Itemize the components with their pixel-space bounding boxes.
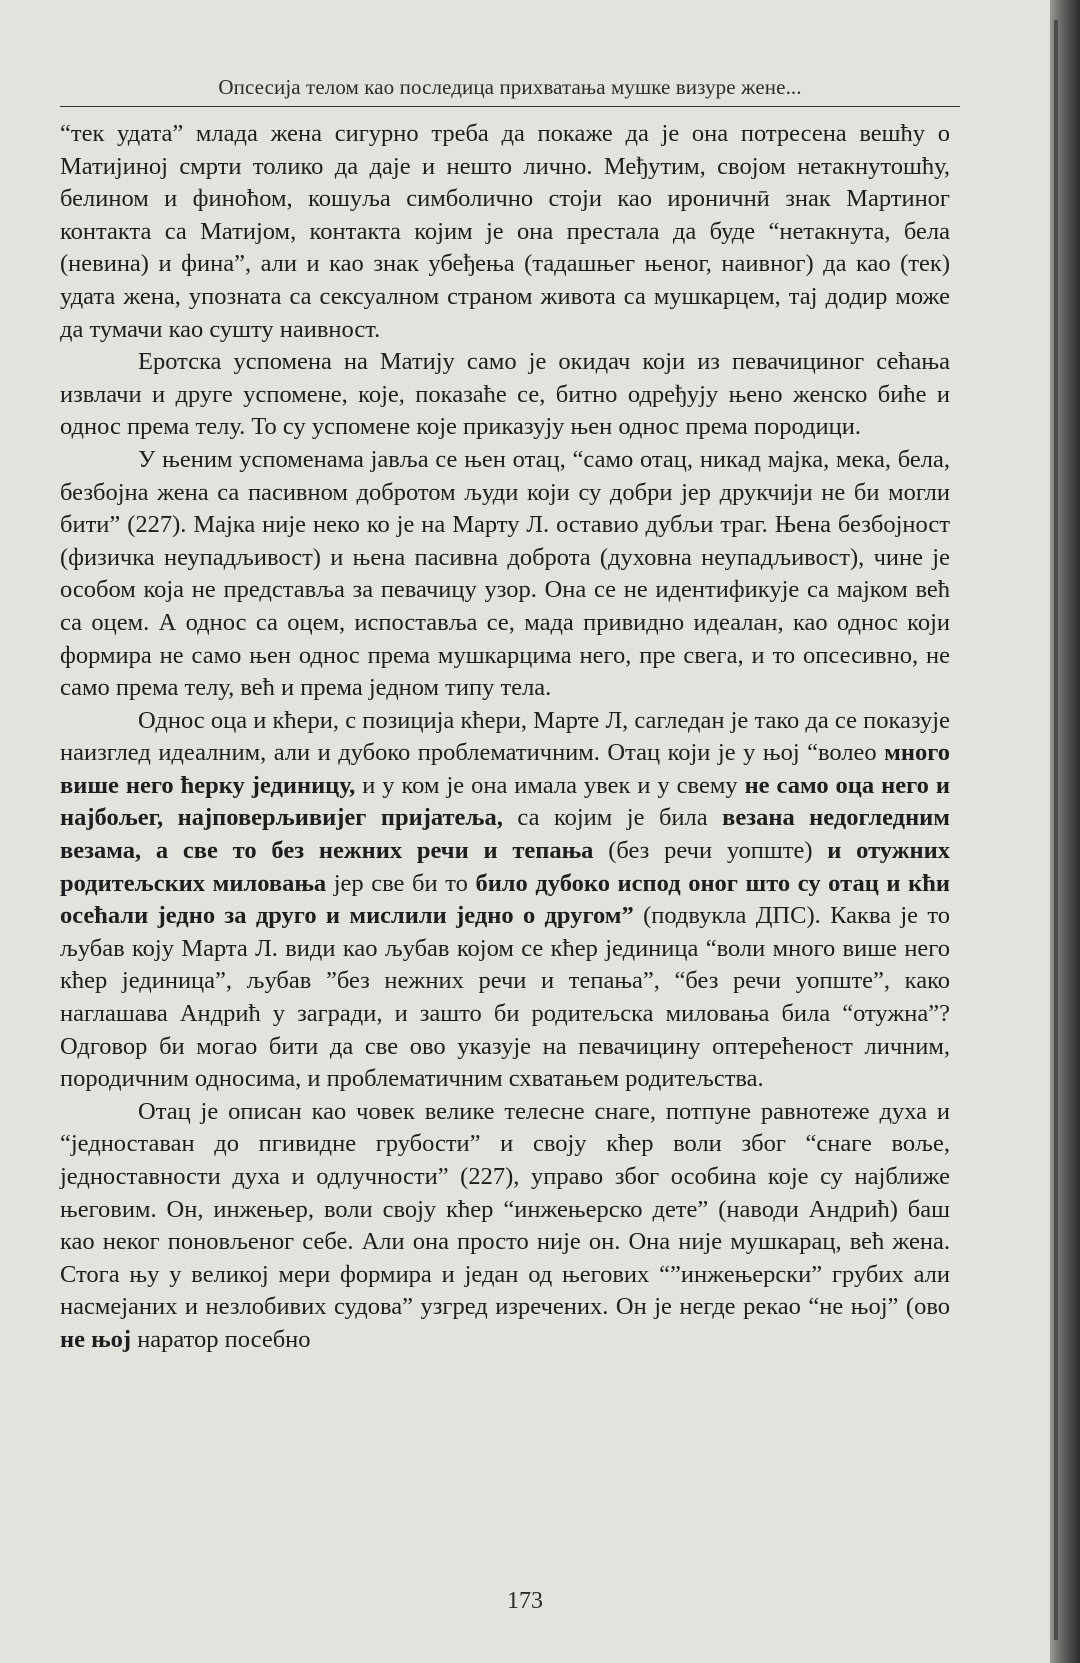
- running-head: Опсесија телом као последица прихватања мушке визуре жене...: [218, 75, 802, 99]
- text-run: (подвукла ДПС). Каква је то љубав коју Марта Л. види као љубав којом се кћер јединица “воли много више него кћер јединица”, љубав ”без нежних речи и тепања”, “без речи уопште”, како наглашава Андрић у загради, и зашто би родитељска миловања била “отужна”? Одговор би могао бити да све ово указује на певачицину оптерећеност личним, породичним односима, и проблематичним схватањем родитељства.: [60, 902, 950, 1093]
- text-run: Еротска успомена на Матију само је окидач који из певачициног сећања извлачи и друге успомене, које, показаће се, битно одређују њено женско биће и однос према телу. То су успомене које приказују њен однос према породици.: [60, 348, 950, 441]
- text-run: Однос оца и кћери, с позиција кћери, Марте Л, сагледан је тако да се показује наизглед идеалним, али и дубоко проблематичним. Отац који је у њој “волео: [60, 706, 950, 767]
- text-run: и у ком је она имала увек и у свему: [355, 771, 745, 799]
- paragraph: [60, 1096, 950, 1357]
- page-number: 173: [507, 1588, 543, 1614]
- emphasized-text: везана недогледним везама, а све то без нежних речи и тепања: [60, 804, 950, 865]
- paragraph: [60, 118, 950, 346]
- emphasized-text: било дубоко испод оног што су отац и кћи осећали једно за друго и мислили једно о другом”: [60, 869, 950, 930]
- header-rule: [60, 106, 960, 107]
- text-run: са којим је била: [502, 804, 723, 832]
- text-run: (без речи уопште): [593, 837, 828, 865]
- emphasized-text: и отужних родитељских миловања: [60, 837, 950, 897]
- text-run: У њеним успоменама јавља се њен отац, “само отац, никад мајка, мека, бела, безбојна жена са пасивном добротом људи који су добри јер друкчији не би могли бити” (227). Мајка није неко ко је на Марту Л. оставио дубљи траг. Њена безбојност (физичка неупадљивост) и њена пасивна доброта (духовна неупадљивост), чине је особом која не представља за певачицу узор. Она се не идентификује са мајком већ са оцем. А однос са оцем, испоставља се, мада привидно идеалан, као однос који формира не само њен однос према мушкарцима него, пре свега, и то опсесивно, не само према телу, већ и према једном типу тела.: [60, 445, 950, 702]
- emphasized-text: не њој: [60, 1325, 132, 1353]
- text-run: наратор посебно: [131, 1325, 311, 1353]
- emphasized-text: не само оца него и најбољег, најповерљивијег пријатеља,: [60, 771, 950, 832]
- page-edge-line: [1054, 20, 1058, 1640]
- paragraph: [60, 444, 950, 705]
- text-run: јер све би то: [326, 869, 476, 897]
- body-text: [60, 118, 950, 1357]
- text-run: Отац је описан као човек велике телесне снаге, потпуне равнотеже духа и “једноставан до пгивидне грубости” и своју кћер воли због “снаге воље, једноставности духа и одлучности” (227), управо због особина које су најближе његовим. Он, инжењер, воли своју кћер “инжењерско дете” (наводи Андрић) баш као неког поновљеног себе. Али она просто није он. Она није мушкарац, већ жена. Стога њу у великој мери формира и један од његових “”инжењерски” грубих али насмејаних и незлобивих судова” узгред изречених. Он је негде рекао “не њој” (ово: [60, 1097, 950, 1321]
- text-run: “тек удата” млада жена сигурно треба да покаже да је она потресена вешћу о Матијиној смрти толико да даје и нешто лично. Међутим, својом нетакнутошћу, белином и финоћом, кошуља симболично стоји као ироничнӣ знак Мартиног контакта са Матијом, контакта којим је она престала да буде “нетакнута, бела (невина) и фина”, али и као знак убеђења (тадашњег њеног, наивног) да као (тек) удата жена, упозната са сексуалном страном живота са мушкарцем, тај додир може да тумачи као сушту наивност.: [60, 120, 950, 343]
- paragraph: [60, 705, 950, 1096]
- emphasized-text: много више него ћерку јединицу,: [60, 739, 950, 799]
- paragraph: [60, 346, 950, 444]
